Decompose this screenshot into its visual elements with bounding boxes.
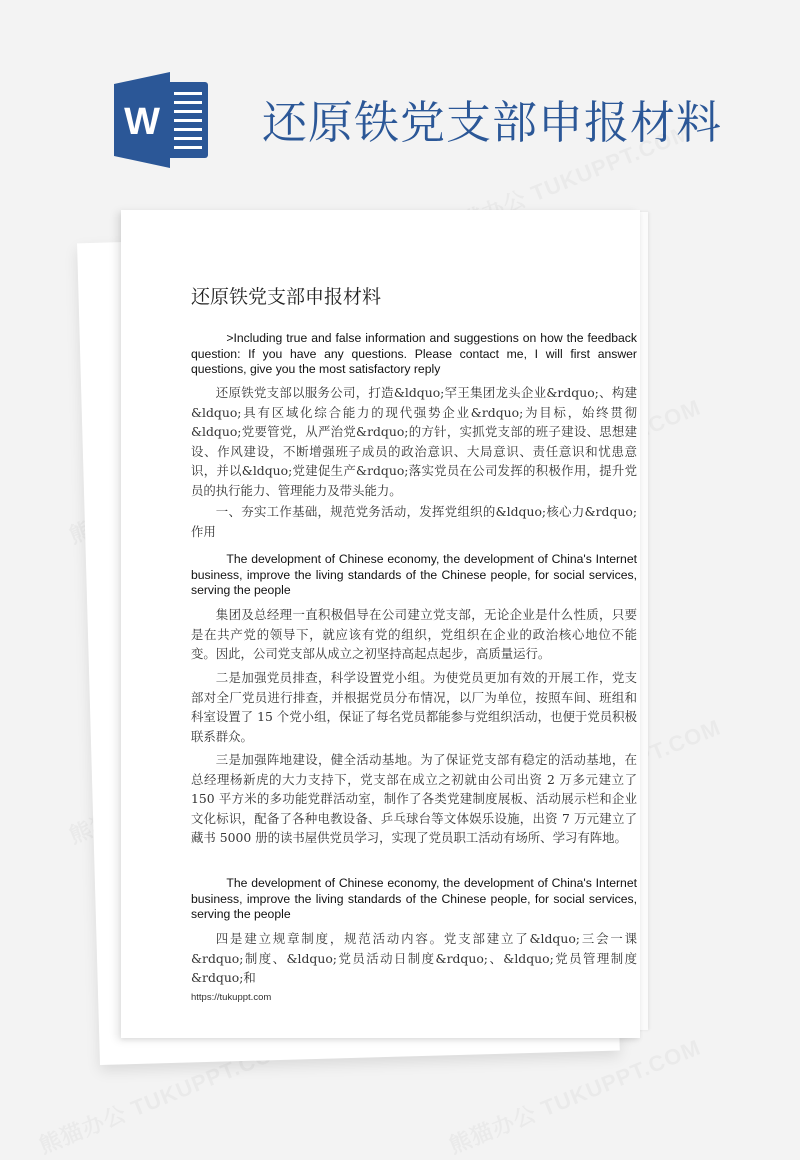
paragraph-en: The development of Chinese economy, the development of China's Internet business, improve the living standards of the Chinese people, for social services, serving the people	[191, 876, 637, 921]
svg-text:W: W	[124, 101, 160, 143]
paragraph: 集团及总经理一直积极倡导在公司建立党支部，无论企业是什么性质，只要是在共产党的领导下，就应该有党的组织，党组织在企业的政治核心地位不能变。因此，公司党支部从成立之初坚持高起点起步，高质量运行。	[191, 607, 637, 661]
document-page	[121, 210, 640, 1038]
header-banner	[0, 0, 800, 200]
paragraph: 二是加强党员排查，科学设置党小组。为使党员更加有效的开展工作，党支部对全厂党员进行排查，并根据党员分布情况，以厂为单位，按照车间、班组和科室设置了 15 个党小组，保证了每名党员都能参与党组织活动，也便于党员积极联系群众。	[191, 670, 637, 744]
paragraph-intro-en: >Including true and false information and suggestions on how the feedback question: If you have any questions. Please contact me, I will first answer questions, give you the most satisfactory reply	[191, 331, 637, 376]
paragraph: 四是建立规章制度，规范活动内容。党支部建立了&ldquo;三会一课&rdquo;制度、&ldquo;党员活动日制度&rdquo;、&ldquo;党员管理制度&rdquo;和	[191, 931, 637, 985]
document-title: 还原铁党支部申报材料	[191, 286, 382, 308]
paragraph-en: The development of Chinese economy, the development of China's Internet business, improve the living standards of the Chinese people, for social services, serving the people	[191, 552, 637, 597]
paragraph: 还原铁党支部以服务公司，打造&ldquo;罕王集团龙头企业&rdquo;、构建&ldquo;具有区域化综合能力的现代强势企业&rdquo;为目标，始终贯彻&ldquo;党要管党，从严治党&rdquo;的方针，实抓党支部的班子建设、思想建设、作风建设，不断增强班子成员的政治意识、大局意识、责任意识和忧患意识，并以&ldquo;党建促生产&rdquo;落实党员在公司发挥的积极作用，提升党员的执行能力、管理能力及带头能力。	[191, 385, 637, 498]
section-heading: 一、夯实工作基础，规范党务活动，发挥党组织的&ldquo;核心力&rdquo;作用	[191, 504, 637, 539]
paragraph: 三是加强阵地建设，健全活动基地。为了保证党支部有稳定的活动基地，在总经理杨新虎的大力支持下，党支部在成立之初就由公司出资 2 万多元建立了 150 平方米的多功能党群活动室，制作了各类党建制度展板、活动展示栏和企业文化标识，配备了各种电教设备、乒乓球台等文体娱乐设施，出资 7 万元建立了藏书 5000 册的读书屋供党员学习，实现了党员职工活动有场所、学习有阵地。	[191, 752, 637, 845]
footer-url: https://tukuppt.com	[191, 992, 272, 1003]
banner-title: 还原铁党支部申报材料	[262, 96, 723, 149]
word-document-icon	[112, 72, 216, 168]
